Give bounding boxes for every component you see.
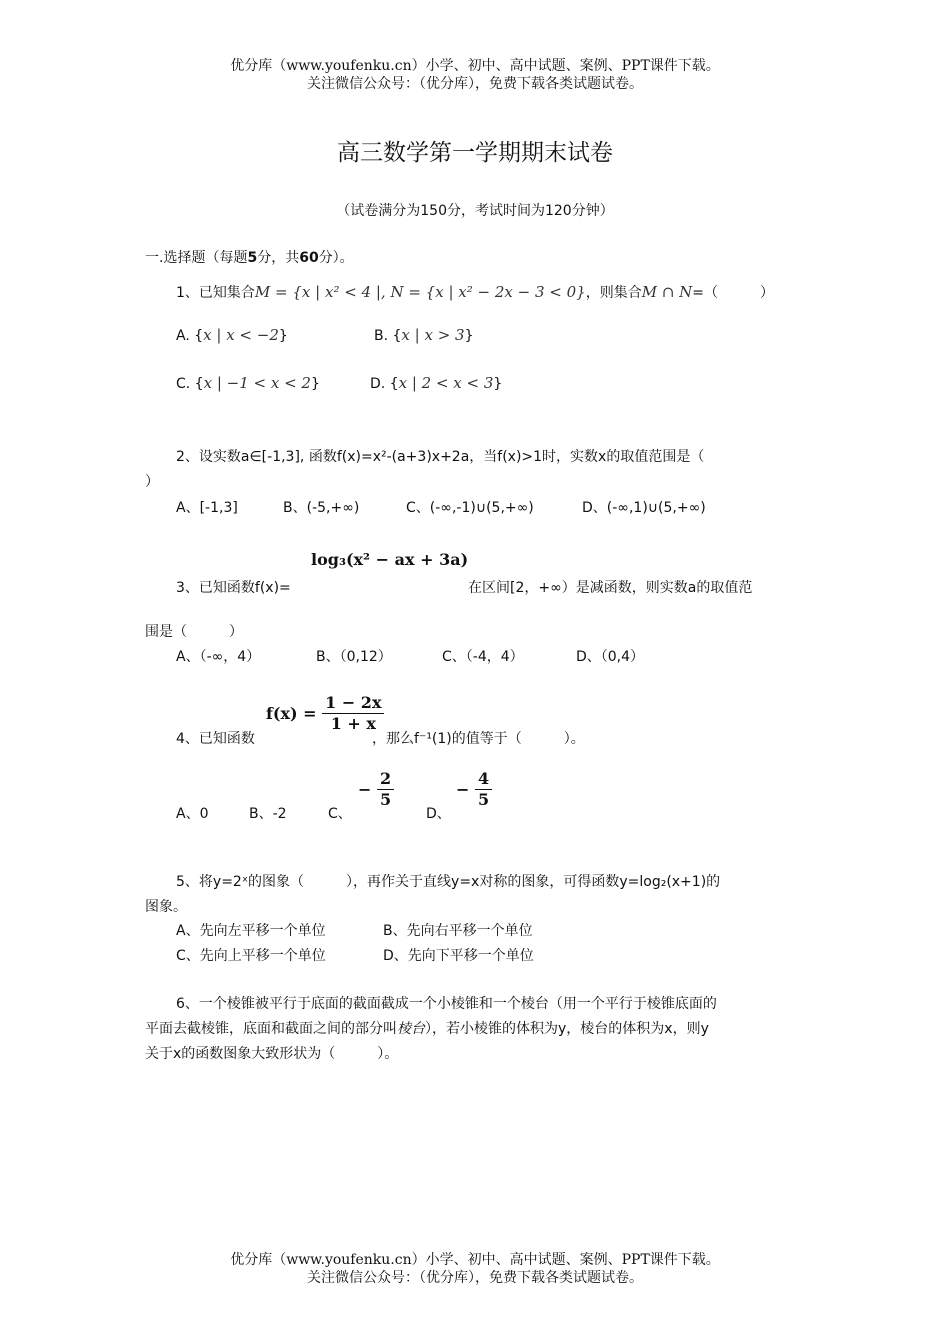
question-4-option-a: A、0 [176,806,209,822]
question-4-option-c: C、 [328,806,352,822]
footer-line-2: 关注微信公众号：（优分库），免费下载各类试题试卷。 [307,1270,643,1286]
section-heading: 一.选择题（每题5分，共60分）。 [145,250,354,266]
question-4-option-d: D、 [426,806,451,822]
question-2-option-c: C、(-∞,-1)∪(5,+∞) [406,500,534,516]
question-4-stem-a: 4、已知函数 [176,731,255,747]
question-2-option-d: D、(-∞,1)∪(5,+∞) [582,500,706,516]
question-5-option-c: C、先向上平移一个单位 [176,948,326,964]
header-line-1: 优分库（www.youfenku.cn）小学、初中、高中试题、案例、PPT课件下载。 [230,58,720,74]
question-3-option-d: D、（0,4） [576,649,645,665]
term-italic: 棱台 [397,1021,425,1037]
question-3-stem-a: 3、已知函数f(x)= [176,580,291,596]
question-3-option-c: C、（-4，4） [442,649,524,665]
question-6-line-3: 关于x的函数图象大致形状为（ ）。 [145,1046,399,1062]
question-1-stem: 1、已知集合M = {x | x² < 4 |, N = {x | x² − 2x − 3 < 0}，则集合M ∩ N=（ ） [176,283,775,301]
question-1-option-a: A. {x | x < −2} [176,326,288,344]
question-5-stem: 5、将y=2ˣ的图象（ ），再作关于直线y=x对称的图象，可得函数y=log₂(x+1)的 [176,874,721,890]
footer-line-1: 优分库（www.youfenku.cn）小学、初中、高中试题、案例、PPT课件下载。 [230,1252,720,1268]
set-definition: M = {x | x² < 4 |, N = {x | x² − 2x − 3 < 0} [254,283,586,301]
question-2-option-b: B、(-5,+∞) [283,500,360,516]
question-3-option-b: B、（0,12） [316,649,392,665]
header-line-2: 关注微信公众号：（优分库），免费下载各类试题试卷。 [307,76,643,92]
question-4-function: f(x) = $\frac{1 - 2x}{1 + x}$ [266,693,384,734]
question-4-option-b: B、-2 [249,806,287,822]
question-2-stem: 2、设实数a∈[-1,3], 函数f(x)=x²-(a+3)x+2a，当f(x)>1时，实数x的取值范围是（ [176,449,705,465]
question-1-option-d: D. {x | 2 < x < 3} [370,374,503,392]
question-6-line-2: 平面去截棱锥，底面和截面之间的部分叫棱台），若小棱锥的体积为y，棱台的体积为x，则y [145,1021,709,1037]
question-3-stem-c: 围是（ ） [145,624,243,640]
question-6-line-1: 6、一个棱锥被平行于底面的截面截成一个小棱锥和一个棱台（用一个平行于棱锥底面的 [176,996,717,1012]
fraction-numerator: 1 − 2x [322,693,384,714]
question-3-stem-b: 在区间[2，+∞）是减函数，则实数a的取值范 [468,580,753,596]
question-2-stem-cont: ） [145,474,159,490]
page-subtitle: （试卷满分为150分，考试时间为120分钟） [336,203,614,219]
fraction-denominator: 1 + x [330,714,376,733]
question-5-option-d: D、先向下平移一个单位 [383,948,534,964]
question-5-option-a: A、先向左平移一个单位 [176,923,326,939]
question-1-option-c: C. {x | −1 < x < 2} [176,374,320,392]
question-4-stem-b: ，那么f⁻¹(1)的值等于（ ）。 [372,731,585,747]
question-3-option-a: A、（-∞，4） [176,649,261,665]
question-1-option-b: B. {x | x > 3} [374,326,474,344]
set-intersection: M ∩ N [641,283,693,301]
question-4-option-c-value: − $\frac{2}{5}$ [358,769,394,810]
question-5-stem-cont: 图象。 [145,899,187,915]
question-3-formula: log₃(x² − ax + 3a) [311,550,469,569]
question-4-option-d-value: − $\frac{4}{5}$ [456,769,492,810]
page-title: 高三数学第一学期期末试卷 [337,140,613,166]
question-5-option-b: B、先向右平移一个单位 [383,923,533,939]
question-2-option-a: A、[-1,3] [176,500,238,516]
